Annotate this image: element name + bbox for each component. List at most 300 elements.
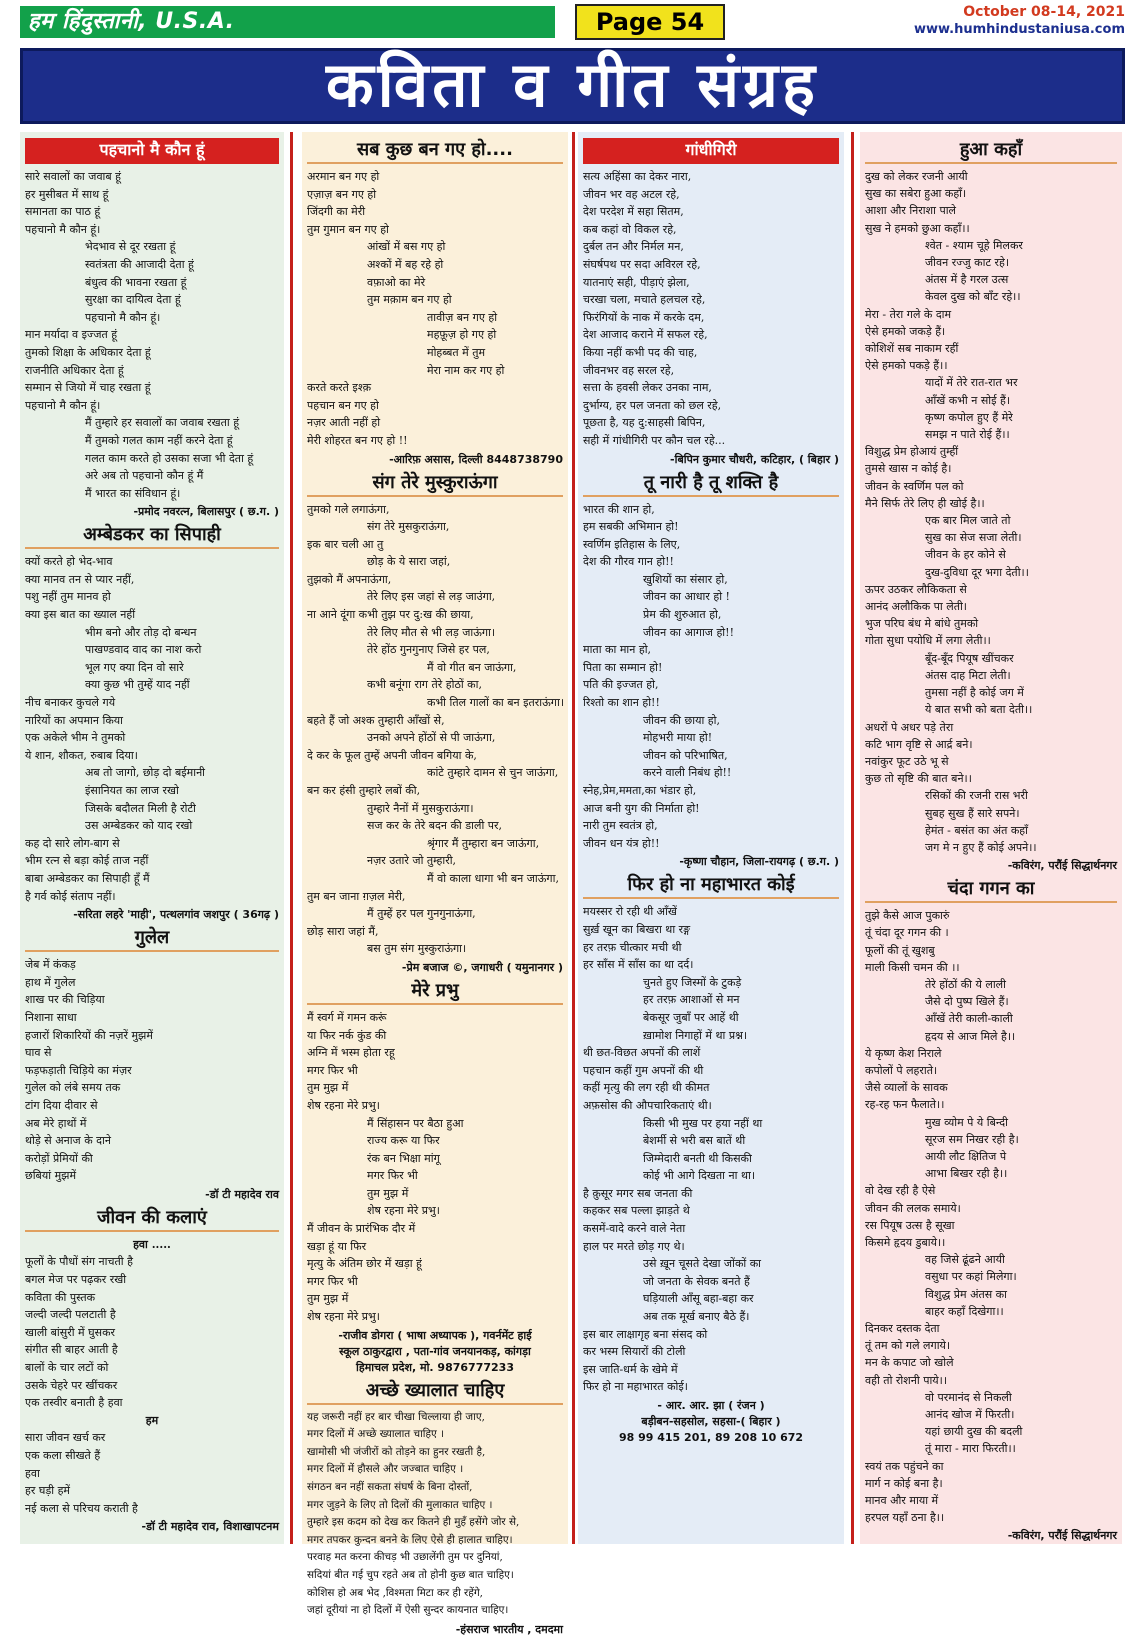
- poem-line: हृदय से आज मिले है।।: [925, 1029, 1016, 1043]
- poem-line: एक कला सीखते हैं: [25, 1449, 101, 1462]
- poem-line: गुलेल को लंबे समय तक: [25, 1081, 121, 1095]
- poem-line: रसिकों की रजनी रास भरी: [925, 789, 1028, 803]
- poem-line: ये कृष्ण केश निराले: [865, 1046, 942, 1060]
- poem-line: बगल मेज पर पढ़कर रखी: [25, 1273, 127, 1287]
- poem-title: गांधीगिरी: [583, 138, 839, 164]
- poem-line: तुम्हारे नैनों में मुसकुराऊंगा।: [367, 801, 474, 815]
- poem-line: भूल गए क्या दिन वो सारे: [85, 660, 184, 674]
- poem-line: महफ़ूज़ हो गए हो: [427, 328, 497, 342]
- poem-line: वही तो रोशनी पाये।।: [865, 1373, 948, 1387]
- poem-line: उस अम्बेडकर को याद रखो: [85, 819, 193, 833]
- poem-line: कर भस्म सियारों की टोली: [583, 1345, 686, 1359]
- poem-line: सुरक्षा का दायित्व देता हूं: [85, 293, 181, 307]
- poem-line: बहते हैं जो अश्क तुम्हारी आँखों से,: [307, 713, 445, 727]
- poem-line: ऐसे हमको जकड़े हैं।: [865, 324, 946, 338]
- poem-line: मेरी शोहरत बन गए हो !!: [307, 433, 408, 447]
- poem-line: ना आने दूंगा कभी तुझ पर दु:ख की छाया,: [307, 608, 474, 622]
- poem-line: मैं तुम्हें हर पल गुनगुनाऊंगा,: [367, 907, 476, 921]
- poem-author: -कविरंग, परौंई सिद्धार्थनगर: [1007, 1529, 1117, 1543]
- poem-line: थोड़े से अनाज के दाने: [25, 1134, 111, 1148]
- poem-line: बेकसूर जुबाँ पर आहें थी: [643, 1010, 739, 1024]
- poem-line: घड़ियाली आँसू बहा-बहा कर: [643, 1292, 754, 1306]
- poem-line: हर मुसीबत में साथ हूं: [25, 187, 109, 201]
- poem-line: ये शान, शौकत, रुबाब दिया।: [25, 748, 138, 762]
- poem-line: मैं सिंहासन पर बैठा हुआ: [367, 1116, 464, 1130]
- poem-line: तुम बन जाना ग़ज़ल मेरी,: [307, 889, 406, 903]
- poem-line: कटि भाग वृष्टि से आर्द्र बने।: [865, 737, 973, 751]
- poem-line: शेष रहना मेरे प्रभु।: [307, 1098, 380, 1112]
- poem-body: [583, 501, 839, 853]
- poem-author: -आरिफ़ असास, दिल्ली 8448738790: [389, 452, 563, 466]
- poem-line: जीवनभर वह सरल रहे,: [583, 363, 675, 377]
- poem-author-phone: 98 99 415 201, 89 208 10 672: [618, 1431, 804, 1444]
- poem-line: जैसे व्यालों के सावक: [865, 1081, 948, 1095]
- poem-line: रस पियूष उत्स है सूखा: [865, 1218, 955, 1232]
- poem-line: करते करते इश्क़: [307, 381, 372, 395]
- poem-line: सुख का सेज सजा लेती।: [925, 531, 1022, 545]
- poem-line: तुमको गले लगाऊंगा,: [307, 502, 390, 516]
- poem-line: नारी तुम स्वतंत्र हो,: [583, 819, 658, 833]
- poem-line: पिता का सम्मान हो!: [583, 660, 663, 674]
- poem-line: सारा जीवन खर्च कर: [25, 1431, 106, 1445]
- poem-line: मोहभरी माया हो!: [643, 731, 713, 745]
- poem-line: आंखों में बस गए हो: [367, 240, 446, 254]
- poem-line: करोड़ों प्रेमियों की: [25, 1151, 93, 1165]
- poem-line: तूं तम को गले लगाये।: [865, 1339, 951, 1353]
- poem-line: तूं चंदा दूर गगन की ।: [865, 926, 949, 940]
- poem-body: [307, 168, 563, 450]
- poem-line: फूलों की तूं खुशबु: [865, 943, 935, 957]
- poem-author: -सरिता लहरे 'माही', पत्थलगांव जशपुर ( 36गढ़ ): [73, 908, 279, 922]
- poem-line: क्यों करते हो भेद-भाव: [25, 555, 113, 569]
- poem-line: अब तो जागो, छोड़ दो बईमानी: [85, 766, 206, 780]
- poem-line: निशाना साधा: [25, 1010, 77, 1024]
- poem-line: उसके चेहरे पर खींचकर: [25, 1378, 118, 1392]
- publication-name: हम हिंदुस्तानी, U.S.A.: [20, 6, 555, 38]
- poem-line: अब तक मूर्ख बनाए बैठे हैं।: [643, 1310, 750, 1324]
- poem-line: तुम्हारे इस कदम को देख कर कितने ही मुहँ हसेंगे जोर से,: [307, 1516, 520, 1529]
- poem-line: मगर तपकर कुन्दन बनने के लिए ऐसे ही हालात चाहिए।: [307, 1533, 513, 1546]
- poem-line: सुबह सुख हैं सारे सपने।: [925, 806, 1020, 820]
- poem-line: सारे सवालों का जवाब हूं: [25, 170, 122, 183]
- poem-body: [25, 1253, 279, 1411]
- masthead: [20, 4, 1125, 42]
- poem-line: एज़ाज़ बन गए हो: [307, 187, 377, 201]
- poem-line: माता का मान हो,: [583, 643, 652, 657]
- poem-line: नज़र आती नहीं हो: [307, 416, 381, 430]
- poem-line: प्रेम की शुरुआत हो,: [643, 608, 722, 622]
- poem-line: तुझको मैं अपनाऊंगा,: [307, 572, 392, 586]
- poem-line: फिरंगियों के नाक में करके दम,: [583, 310, 705, 324]
- poem-line: शेष रहना मेरे प्रभु।: [307, 1310, 380, 1324]
- poem-line: तुम मुझ में: [307, 1292, 349, 1306]
- poem-subheading: हम: [145, 1413, 159, 1427]
- poem-line: कविता की पुस्तक: [25, 1290, 96, 1304]
- poem-line: मैने सिर्फ तेरे लिए ही खोई है।।: [865, 496, 985, 510]
- poem-line: हम सबकी अभिमान हो!: [583, 520, 679, 534]
- poem-line: एक तस्वीर बनाती है हवा: [25, 1396, 123, 1410]
- poem-line: मैं वो काला धागा भी बन जाऊंगा,: [427, 871, 559, 885]
- poem-line: सुख ने हमको छुआ कहाँ।।: [865, 221, 970, 235]
- poem-line: अरमान बन गए हो: [307, 170, 380, 183]
- poem-line: जीवन की छाया हो,: [643, 713, 720, 727]
- poem-body: [25, 553, 279, 905]
- poem-body: [583, 903, 839, 1396]
- column-3: [578, 132, 844, 1544]
- poem-line: भुज परिघ बंध मे बांधे तुमको: [865, 617, 979, 631]
- poem-line: स्नेह,प्रेम,ममता,का भंडार हो,: [583, 784, 697, 797]
- poem-line: बालों के चार लटों को: [25, 1361, 109, 1375]
- poem-line: गोता सुधा पयोधि में लगा लेती।।: [865, 634, 991, 648]
- poem-line: जिंदगी का मेरी: [307, 205, 366, 219]
- poem-line: हाल पर मरते छोड़ गए थे।: [583, 1239, 685, 1253]
- poem-author: -बिपिन कुमार चौधरी, कटिहार, ( बिहार ): [670, 452, 839, 466]
- poem-line: जीवन के हर कोने से: [925, 548, 1006, 562]
- poem-line: छबियां मुझमें: [25, 1169, 77, 1183]
- poem-line: कसमें-वादे करने वाले नेता: [583, 1222, 686, 1236]
- poem-line: स्वर्णिम इतिहास के लिए,: [583, 537, 681, 551]
- poem-line: ऊपर उठकर लौकिकता से: [865, 582, 967, 596]
- poem-line: जीवन को परिभाषित,: [643, 748, 728, 762]
- poem-line: भीम बनो और तोड़ दो बन्धन: [85, 625, 197, 639]
- poem-line: फूलों के पौधों संग नाचती है: [25, 1255, 133, 1269]
- poem-line: दुख-दुविधा दूर भगा देती।।: [925, 565, 1029, 579]
- poem-line: हर साँस में साँस का था दर्द।: [583, 958, 694, 972]
- issue-date: October 08-14, 2021: [963, 4, 1125, 20]
- poem-line: नवांकुर फूट उठे भू से: [865, 754, 949, 768]
- poem-line: खामोसी भी जंजीरों को तोड़ने का हुनर रखती है,: [307, 1445, 486, 1458]
- poem-line: तुम मुझ में: [307, 1081, 349, 1095]
- poem-line: एक बार मिल जाते तो: [925, 514, 1011, 528]
- poem-line: स्वतंत्रता की आजादी देता हूं: [85, 257, 194, 271]
- poem-line: मन के कपाट जो खोले: [865, 1356, 954, 1370]
- dateline: [914, 4, 1125, 38]
- poem-line: उनको अपने होंठों से पी जाऊंगा,: [367, 731, 496, 745]
- poem-line: ऐसे हमको पकड़े हैं।।: [865, 359, 948, 373]
- poem-line: गलत काम करते हो उसका सजा भी देता हूं: [85, 451, 254, 465]
- poem-line: हर तरफ़ आशाओं से मन: [643, 993, 740, 1007]
- poem-line: आज बनी युग की निर्माता हो!: [583, 801, 700, 815]
- poem-line: इक बार चली आ तु: [307, 537, 384, 551]
- poem-line: हाथ में गुलेल: [25, 975, 76, 989]
- poem-line: बाहर कहाँ दिखेगा।।: [925, 1304, 1004, 1318]
- poem-line: बस तुम संग मुस्कुराऊंगा।: [367, 942, 467, 956]
- poem-line: नारियों का अपमान किया: [25, 713, 124, 727]
- poem-line: हरपल यहाँ ठना है।।: [865, 1511, 945, 1525]
- poem-line: इस जाति-धर्म के खेमे में: [583, 1362, 678, 1376]
- poem-line: मोहब्बत में तुम: [427, 345, 486, 359]
- poem-line: मगर दिलों में हौसले और जज्बात चाहिए ।: [307, 1463, 464, 1476]
- column-4: [860, 132, 1122, 1544]
- poem-line: मगर जुड़ने के लिए तो दिलों की मुलाकात चाहिए ।: [307, 1498, 493, 1511]
- poem-line: उसे ख़ून चूसते देखा जोंकों का: [643, 1257, 762, 1271]
- poem-line: मगर दिलों में अच्छे ख्यालात चाहिए ।: [307, 1428, 444, 1441]
- poem-line: अंतस में है गरल उत्स: [925, 273, 1009, 287]
- website-link[interactable]: www.humhindustaniusa.com: [913, 22, 1125, 37]
- poem-subheading: हवा .....: [133, 1237, 171, 1251]
- poem-line: आशा और निराशा पाले: [865, 204, 956, 218]
- poem-line: मृत्यु के अंतिम छोर में खड़ा हूं: [307, 1257, 422, 1271]
- poem-line: कुछ तो सृष्टि की बात बने।।: [865, 772, 972, 786]
- poem-body: [307, 1009, 563, 1326]
- poem-line: है क़ुसूर मगर सब जनता की: [583, 1186, 693, 1200]
- poem-line: जहां दूरीयां ना हो दिलों में ऐसी सुन्दर कायनात चाहिए।: [307, 1604, 509, 1617]
- poem-line: एक अकेले भीम ने तुमको: [25, 731, 126, 745]
- poem-line: हर घड़ी हमें: [25, 1484, 70, 1498]
- poem-line: जल्दी जल्दी पलटाती है: [25, 1308, 116, 1322]
- poem-line: खुशियों का संसार हो,: [643, 572, 728, 586]
- poem-line: तावीज़ बन गए हो: [427, 310, 498, 324]
- poem-line: मैं वो गीत बन जाऊंगा,: [427, 660, 517, 674]
- poem-line: किसी भी मुख पर हया नहीं था: [643, 1116, 763, 1130]
- poem-line: पहचानो मै कौन हूं।: [85, 310, 161, 324]
- poem-body: [307, 1409, 563, 1620]
- poem-line: वसुधा पर कहां मिलेगा।: [925, 1270, 1017, 1284]
- poem-line: तेरे होंठों की ये लाली: [925, 977, 1006, 991]
- poem-line: करने वाली निबंध हो!!: [643, 766, 732, 780]
- poem-line: मैं स्वर्ग में गमन करूं: [307, 1010, 387, 1024]
- poem-line: किया नहीं कभी पद की चाह,: [583, 345, 698, 359]
- poem-line: क्या कुछ भी तुम्हें याद नहीं: [85, 678, 190, 692]
- poem-author: -हंसराज भारतीय , दमदमा: [455, 1622, 563, 1636]
- poem-line: माली किसी चमन की ।।: [865, 960, 960, 974]
- poem-line: बाबा अम्बेडकर का सिपाही हूँ मैं: [25, 871, 150, 885]
- poem-author: -प्रमोद नवरत्न, बिलासपुर ( छ.ग. ): [133, 505, 279, 519]
- poem-line: संग तेरे मुसकुराऊंगा,: [367, 520, 450, 534]
- poem-line: आयी लौट क्षितिज पे: [925, 1149, 1007, 1163]
- poem-line: कहकर सब पल्ला झाड़ते थे: [583, 1204, 690, 1218]
- poem-body: [25, 1236, 279, 1254]
- poem-line: मेरा - तेरा गले के दाम: [865, 307, 952, 321]
- poem-line: मयस्सर रो रही थी आँखें: [583, 905, 677, 919]
- poem-author: -डॉ टी महादेव राव: [205, 1187, 279, 1201]
- poem-line: जेब में कंकड़: [25, 958, 76, 972]
- poem-line: कोशिस हो अब भेद ,विश्मता मिटा कर ही रहेंगे,: [307, 1586, 483, 1599]
- poem-line: कभी बनूंगा राग तेरे होठों का,: [367, 678, 482, 692]
- column-divider: [572, 132, 575, 1544]
- poem-line: रिश्तो का शान हो!!: [583, 696, 660, 710]
- poem-line: सज कर के तेरे बदन की डाली पर,: [367, 819, 503, 833]
- poem-line: सत्ता के हवसी लेकर उनका नाम,: [583, 381, 712, 395]
- poem-line: थी छत-विछत अपनों की लाशें: [583, 1046, 701, 1060]
- poem-line: सूरज सम निखर रही है।: [925, 1132, 1019, 1146]
- poem-line: जीवन भर वह अटल रहे,: [583, 187, 680, 201]
- poem-line: संघर्षपथ पर सदा अविरल रहे,: [583, 257, 701, 271]
- poem-line: यहां छायी दुख की बदली: [925, 1425, 1023, 1439]
- poem-line: मान मर्यादा व इज्जत हूं: [25, 328, 118, 342]
- poem-line: तेरे होंठ गुनगुनाए जिसे हर पल,: [367, 643, 490, 657]
- poem-line: अब मेरे हाथों में: [25, 1116, 87, 1130]
- poem-line: हेमंत - बसंत का अंत कहाँ: [925, 823, 1028, 837]
- poem-line: जीवन का आगाज हो!!: [643, 625, 734, 639]
- poem-line: मुख व्योम पे ये बिन्दी: [925, 1115, 1008, 1129]
- poem-line: तुमसे खास न कोई है।: [865, 462, 952, 476]
- poem-line: जैसे दो पुष्प खिले हैं।: [925, 995, 1009, 1009]
- poem-line: मगर फिर भी: [367, 1169, 418, 1183]
- poem-line: सुर्ख़ खून का बिखरा था रङ्ग: [583, 922, 691, 936]
- poem-line: दे कर के फूल तुम्हें अपनी जीवन बगिया के,: [307, 748, 477, 762]
- poem-line: बेशर्मी से भरी बस बातें थी: [643, 1134, 746, 1148]
- poem-line: बन कर हंसी तुम्हारे लबों की,: [307, 784, 421, 797]
- page-number: Page 54: [575, 4, 725, 40]
- poem-line: जिम्मेदारी बनती थी किसकी: [643, 1151, 752, 1165]
- poem-line: नई कला से परिचय कराती है: [25, 1501, 138, 1515]
- poem-line: अग्नि में भस्म होता रहू: [307, 1046, 395, 1060]
- poem-line: जीवन का आधार हो !: [643, 590, 730, 604]
- poem-author-address: स्कूल ठाकुरद्वारा , पता-गांव जनयानकड़, कांगड़ा: [339, 1344, 531, 1358]
- poem-line: समझ न पाते रोई हैं।।: [925, 428, 1010, 442]
- poem-line: दुर्भाग्य, हर पल जनता को छल रहे,: [583, 398, 722, 412]
- poem-line: जीवन रज्जु काट रहे।: [925, 256, 1010, 270]
- poem-line: वो देख रही है ऐसे: [865, 1184, 936, 1198]
- poem-line: मैं जीवन के प्रारंभिक दौर में: [307, 1222, 416, 1236]
- poem-line: कब कहां वो विकल रहे,: [583, 222, 677, 236]
- column-divider: [290, 132, 293, 1544]
- poem-line: पूछता है, यह दु:साहसी बिपिन,: [583, 416, 706, 430]
- poem-line: हर तरफ़ चीत्कार मची थी: [583, 940, 682, 954]
- poem-line: जो जनता के सेवक बनते हैं: [643, 1274, 750, 1288]
- poem-author: -कविरंग, परौंई सिद्धार्थनगर: [1007, 859, 1117, 873]
- poem-line: कोई भी आगे दिखता ना था।: [643, 1169, 756, 1183]
- poem-line: शाख पर की चिड़िया: [25, 993, 105, 1007]
- column-divider: [851, 132, 854, 1544]
- poem-line: देश परदेश में सहा सितम,: [583, 205, 684, 219]
- poem-body: [307, 501, 563, 958]
- poem-line: कहीं मृत्यु की लग रही थी कीमत: [583, 1081, 710, 1095]
- poem-line: मैं भारत का संविधान हूं।: [85, 486, 181, 500]
- poem-line: फिर हो ना महाभारत कोई।: [583, 1380, 688, 1394]
- poem-title: तू नारी है तू शक्ति है: [583, 471, 839, 497]
- poem-line: ख़ामोश निगाहों में था प्रश्न।: [643, 1028, 748, 1042]
- poem-line: वफ़ाओ का मेरे: [367, 275, 426, 289]
- poem-body: [25, 168, 279, 502]
- poem-line: राजनीति अधिकार देता हूं: [25, 363, 124, 377]
- poem-line: बूँद-बूँद पियूष खींचकर: [925, 651, 1014, 665]
- poem-line: तेरे लिए मौत से भी लड़ जाऊंगा।: [367, 625, 496, 639]
- poem-line: सम्मान से जियो में चाह रखता हूं: [25, 381, 151, 395]
- poem-line: कृष्ण कपोल हुए हैं मेरे: [925, 410, 1013, 424]
- poem-line: आनंद अलौकिक पा लेती।: [865, 600, 967, 614]
- poem-title: गुलेल: [25, 926, 279, 952]
- poem-line: आभा बिखर रही है।।: [925, 1167, 1008, 1181]
- poem-line: मानव और माया में: [865, 1494, 939, 1508]
- poem-line: स्वयं तक पहुंचने का: [865, 1459, 944, 1473]
- column-1: [20, 132, 284, 1544]
- poem-body: [25, 1429, 279, 1517]
- poem-body: [25, 1412, 279, 1430]
- poem-line: वह जिसे ढूंढने आयी: [925, 1253, 1005, 1267]
- poem-line: बंधुत्व की भावना रखता हूं: [85, 275, 187, 289]
- poem-line: तुमसा नहीं है कोई जग में: [925, 686, 1024, 700]
- poem-line: अधरों पे अधर पड़े तेरा: [865, 720, 954, 734]
- poem-line: दिनकर दस्तक देता: [865, 1322, 940, 1335]
- poem-author: - आर. आर. झा ( रंजन ): [657, 1399, 765, 1412]
- poem-line: घाव से: [25, 1046, 52, 1060]
- poem-line: खड़ा हूं या फिर: [307, 1239, 367, 1253]
- poem-line: हवा: [25, 1466, 40, 1480]
- poem-line: संगठन बन नहीं सकता संघर्ष के बिना दोस्तों,: [307, 1481, 473, 1493]
- poem-author: -राजीव डोगरा ( भाषा अध्यापक ), गवर्नमेंट हाई: [338, 1328, 532, 1342]
- poem-title: पहचानो मै कौन हूं: [25, 138, 279, 164]
- poem-line: छोड़ के ये सारा जहां,: [367, 555, 451, 569]
- poem-author-phone: हिमाचल प्रदेश, मो. 9876777233: [356, 1360, 514, 1374]
- poem-line: जीवन के स्वर्णिम पल को: [865, 479, 964, 493]
- poem-line: तूं मारा - मारा फिरती।।: [925, 1442, 1016, 1456]
- poem-line: तुम मक़ाम बन गए हो: [367, 293, 452, 307]
- poem-title: संग तेरे मुस्कुराऊंगा: [307, 471, 563, 497]
- poem-line: नज़र उतारे जो तुम्हारी,: [367, 854, 457, 868]
- poem-line: टांग दिया दीवार से: [25, 1098, 98, 1112]
- column-2: [302, 132, 568, 1636]
- poem-line: चुनते हुए जिस्मों के टुकड़े: [643, 975, 742, 989]
- poem-line: पशु नहीं तुम मानव हो: [25, 590, 111, 604]
- poem-line: है गर्व कोई संताप नहीं।: [25, 889, 116, 903]
- poem-line: राज्य करू या फिर: [367, 1134, 440, 1148]
- poem-line: आँखें कभी न सोई हैं।: [925, 393, 1011, 407]
- poem-line: तुझे कैसे आज पुकारुं: [865, 909, 950, 923]
- poem-body: [583, 168, 839, 450]
- poem-line: तेरे लिए इस जहां से लड़ जाउंगा,: [367, 590, 496, 604]
- poem-line: आनंद खोज में फिरती।: [925, 1408, 1015, 1422]
- poem-line: देश आजाद कराने में सफल रहे,: [583, 328, 708, 342]
- poem-line: इंसानियत का लाज रखो: [85, 784, 179, 797]
- poem-line: अंतस दाह मिटा लेती।: [925, 668, 1011, 682]
- poem-line: वो परमानंद से निकली: [925, 1390, 1012, 1404]
- poem-title: हुआ कहाँ: [865, 138, 1117, 164]
- poem-line: भीम रत्न से बड़ा कोई ताज नहीं: [25, 854, 149, 868]
- poem-line: तुम मुझ में: [367, 1186, 409, 1200]
- poem-line: किसमे हृदय डुबाये।।: [865, 1235, 946, 1249]
- poem-line: पाखण्डवाद वाद का नाश करो: [85, 643, 202, 657]
- poem-title: फिर हो ना महाभारत कोई: [583, 873, 839, 899]
- poem-line: भारत की शान हो,: [583, 502, 655, 516]
- poem-body: [865, 907, 1117, 1526]
- poem-line: क्या इस बात का ख्याल नहीं: [25, 608, 136, 622]
- poem-line: फड़फड़ाती चिड़िये का मंज़र: [25, 1063, 132, 1077]
- poem-title: चंदा गगन का: [865, 877, 1117, 903]
- poem-line: जिसके बदौलत मिली है रोटी: [85, 801, 196, 815]
- poem-line: कपोलों पे लहराते।: [865, 1063, 938, 1077]
- poem-line: सुख का सबेरा हुआ कहाँ।: [865, 187, 967, 201]
- poem-line: अश्कों में बह रहे हो: [367, 257, 444, 271]
- poem-line: मगर फिर भी: [307, 1063, 358, 1077]
- poem-line: जीवन धन यंत्र हो!!: [583, 836, 660, 850]
- poem-line: सत्य अहिंसा का देकर नारा,: [583, 170, 692, 183]
- poem-title: जीवन की कलाएं: [25, 1206, 279, 1232]
- poem-body: [865, 168, 1117, 856]
- poem-line: कभी तिल गालों का बन इतराऊंगा।: [427, 696, 564, 710]
- poem-title: सब कुछ बन गए हो....: [307, 138, 563, 164]
- poem-title: अच्छे ख्यालात चाहिए: [307, 1379, 563, 1405]
- poem-line: पहचानो मै कौन हूं।: [25, 398, 101, 412]
- poem-line: मैं तुमको गलत काम नहीं करने देता हूं: [85, 433, 233, 447]
- poem-title: मेरे प्रभु: [307, 979, 563, 1005]
- poem-line: जीवन की ललक समाये।: [865, 1201, 961, 1215]
- poem-line: भेदभाव से दूर रखता हूं: [85, 240, 176, 254]
- poem-line: या फिर नर्क कुंड की: [307, 1028, 387, 1042]
- poem-line: नीच बनाकर कुचले गये: [25, 696, 116, 710]
- poem-author: -कृष्णा चौहान, जिला-रायगढ़ ( छ.ग. ): [679, 855, 839, 869]
- poem-line: छोड़ सारा जहां मैं,: [307, 924, 379, 938]
- poem-line: पति की इज्जत हो,: [583, 678, 659, 692]
- poem-author: -प्रेम बजाज ©, जगाधरी ( यमुनानगर ): [401, 960, 563, 974]
- poem-line: इस बार लाक्षागृह बना संसद को: [583, 1327, 708, 1341]
- poem-line: शेष रहना मेरे प्रभु।: [367, 1204, 440, 1218]
- poem-line: संगीत सी बाहर आती है: [25, 1343, 118, 1357]
- poem-line: रंक बन भिक्षा मांगू: [367, 1151, 440, 1165]
- poem-line: पहचानो मै कौन हूं।: [25, 222, 101, 236]
- poem-line: श्वेत - श्याम चूहे मिलकर: [925, 238, 1023, 252]
